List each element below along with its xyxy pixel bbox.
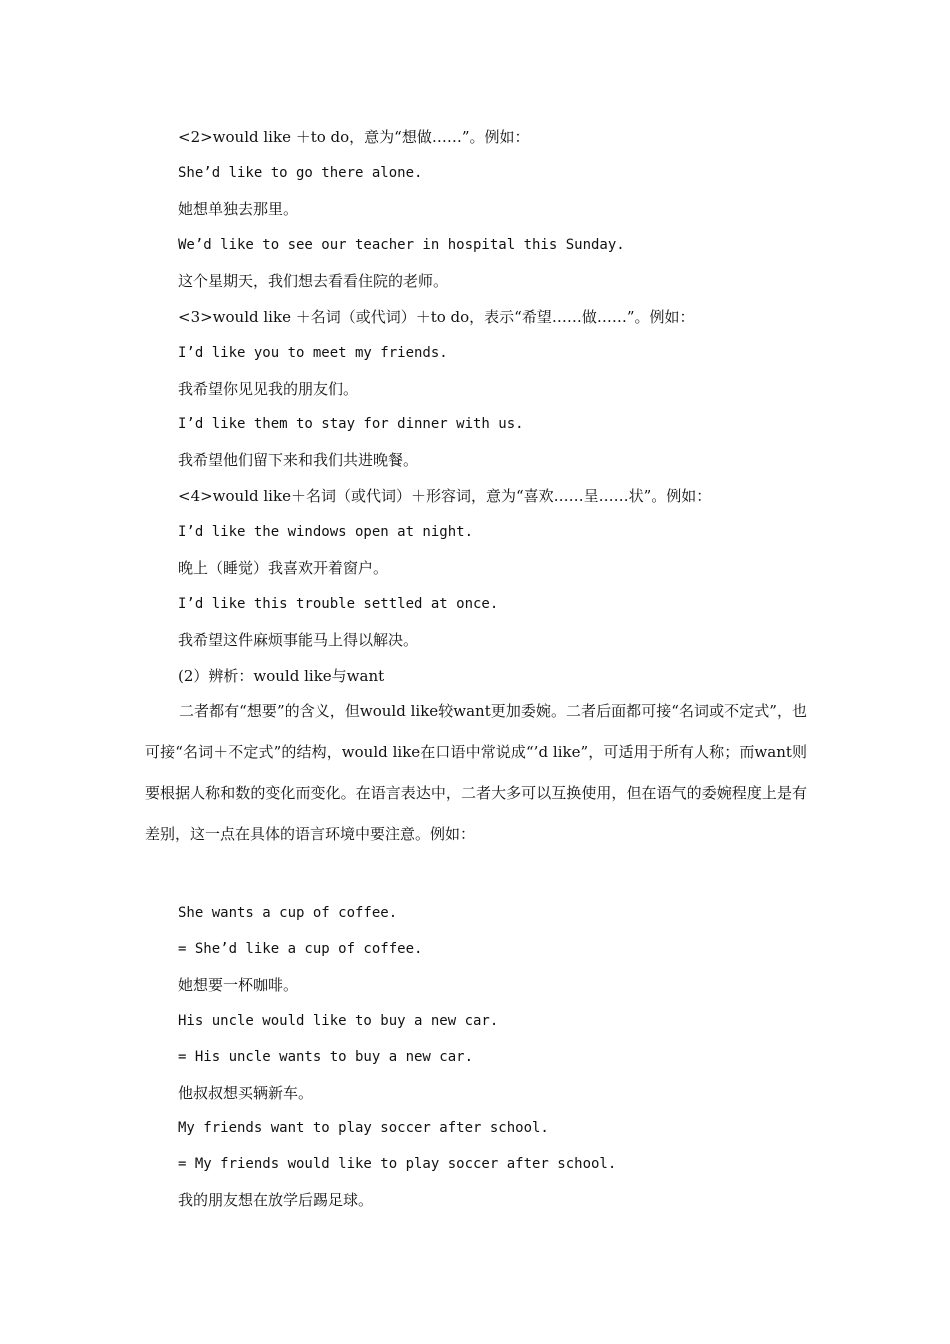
example-english: His uncle would like to buy a new car. [178, 1013, 499, 1029]
example-english: I’d like the windows open at night. [178, 524, 474, 540]
example-english: = She’d like a cup of coffee. [178, 941, 423, 957]
example-english: = My friends would like to play soccer after school. [178, 1156, 617, 1172]
example-chinese: 我希望他们留下来和我们共进晚餐。 [178, 451, 419, 469]
example-chinese: 她想要一杯咖啡。 [178, 976, 299, 994]
example-english: We’d like to see our teacher in hospital this Sunday. [178, 237, 625, 253]
example-chinese: 我希望你见见我的朋友们。 [178, 380, 359, 398]
example-chinese: 我希望这件麻烦事能马上得以解决。 [178, 631, 419, 649]
comparison-paragraph: 二者都有“想要”的含义，但would like较want更加委婉。二者后面都可接“名词或不定式”，也可接“名词＋不定式”的结构，would like在口语中常说成“’d like”，可适用于所有人称；而want则要根据人称和数的变化而变化。在语言表达中，二者大多可以互换使用，但在语气的委婉程度上是有差别，这一点在具体的语言环境中要注意。例如： [145, 702, 807, 843]
comparison-heading: (2）辨析：would like与want [178, 667, 385, 685]
section-heading-4: <4>would like＋名词（或代词）＋形容词，意为“喜欢……呈……状”。例如： [178, 487, 712, 505]
example-chinese: 这个星期天，我们想去看看住院的老师。 [178, 272, 449, 290]
example-english: She’d like to go there alone. [178, 165, 423, 181]
example-english: = His uncle wants to buy a new car. [178, 1049, 474, 1065]
section-heading-2: <2>would like ＋to do，意为“想做……”。例如： [178, 128, 530, 146]
example-chinese: 我的朋友想在放学后踢足球。 [178, 1191, 374, 1209]
section-heading-3: <3>would like ＋名词（或代词）＋to do，表示“希望……做……”。例如： [178, 308, 695, 326]
example-english: My friends want to play soccer after school. [178, 1120, 549, 1136]
example-chinese: 她想单独去那里。 [178, 200, 299, 218]
example-english: I’d like them to stay for dinner with us. [178, 416, 524, 432]
example-english: I’d like you to meet my friends. [178, 345, 448, 361]
example-chinese: 他叔叔想买辆新车。 [178, 1084, 314, 1102]
example-english: I’d like this trouble settled at once. [178, 596, 499, 612]
example-chinese: 晚上（睡觉）我喜欢开着窗户。 [178, 559, 389, 577]
example-english: She wants a cup of coffee. [178, 905, 398, 921]
